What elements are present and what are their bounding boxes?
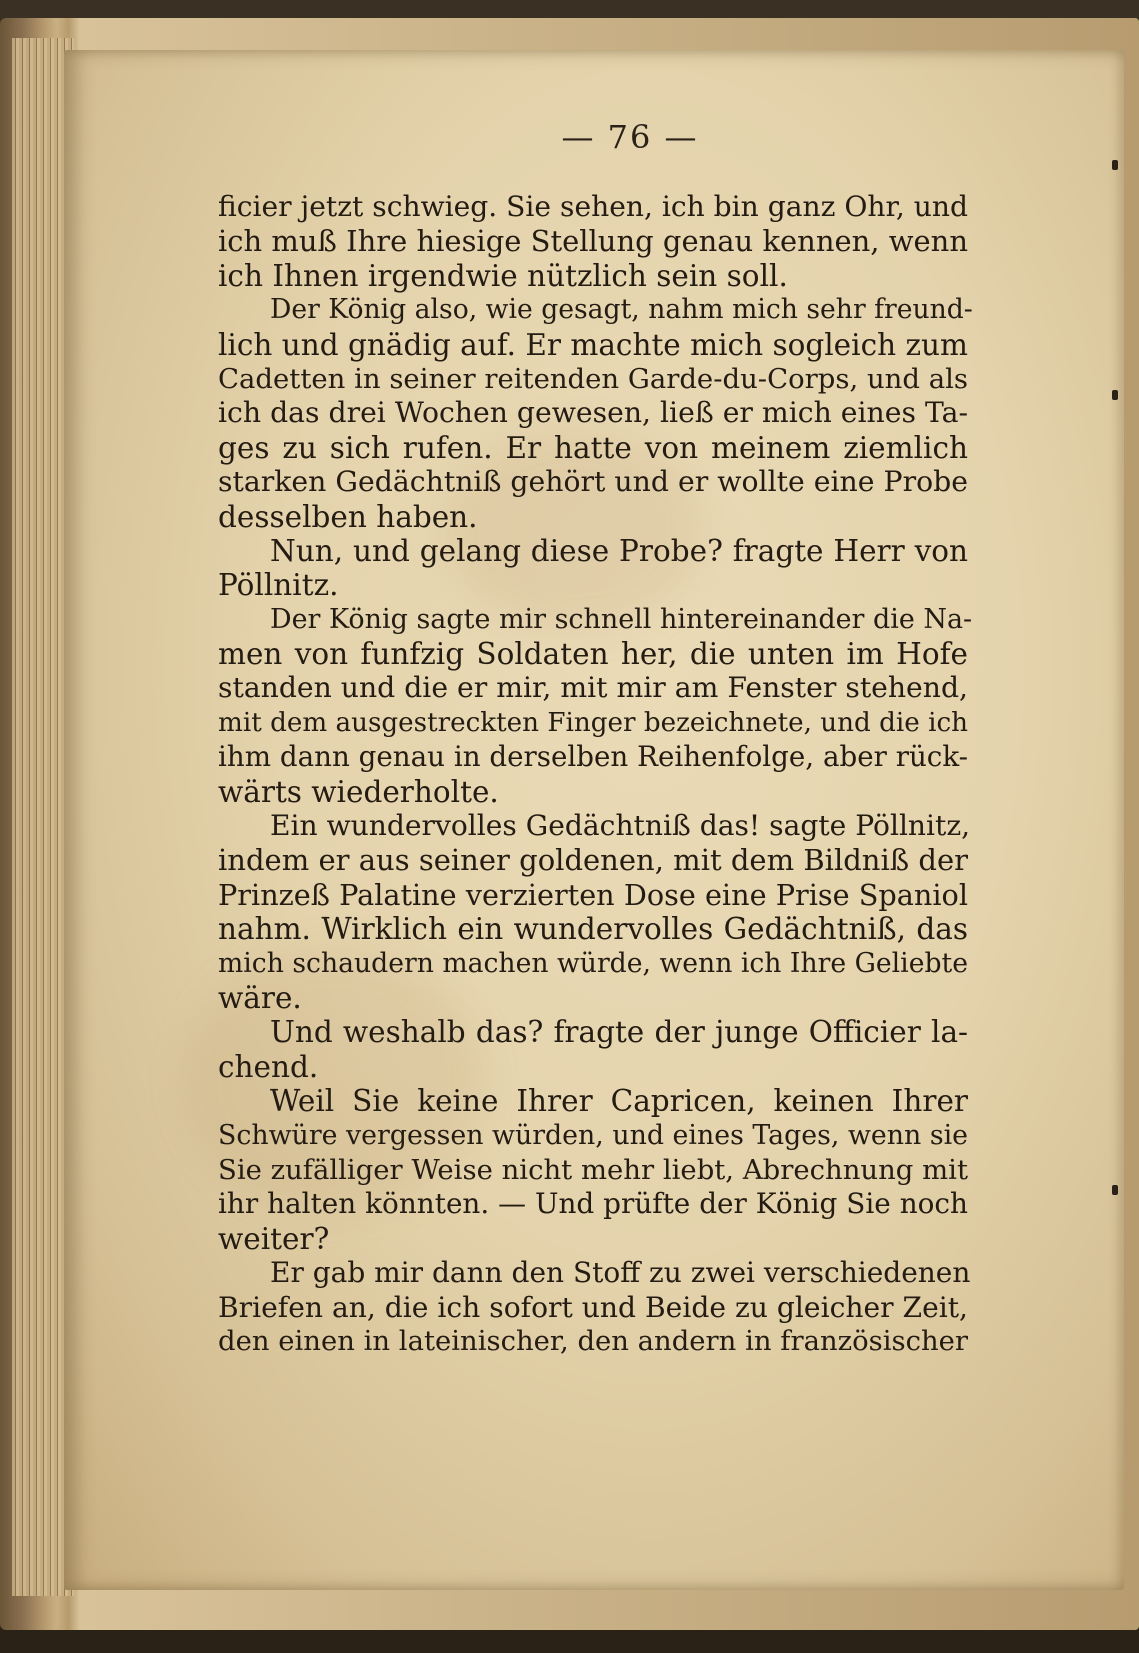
- text-line: standen und die er mir, mit mir am Fenster stehend,: [218, 671, 968, 705]
- text-line: ich das drei Wochen gewesen, ließ er mich eines Ta-: [218, 396, 968, 430]
- text-line: wäre.: [218, 980, 302, 1015]
- text-line: ich Ihnen irgendwie nützlich sein soll.: [218, 258, 788, 293]
- text-line: Nun, und gelang diese Probe? fragte Herr von: [270, 533, 968, 568]
- text-line: mit dem ausgestreckten Finger bezeichnete, und die ich: [218, 707, 968, 738]
- page-text: [218, 190, 973, 1359]
- text-line: ich muß Ihre hiesige Stellung genau kennen, wenn: [218, 224, 968, 259]
- text-line: chend.: [218, 1049, 319, 1084]
- text-line: men von funfzig Soldaten her, die unten im Hofe: [218, 637, 968, 672]
- text-line: den einen in lateinischer, den andern in französischer: [218, 1325, 968, 1357]
- text-line: Cadetten in seiner reitenden Garde-du-Corps, und als: [218, 362, 968, 395]
- page-number: — 76 —: [561, 118, 699, 156]
- binding-mark: [1112, 390, 1118, 400]
- text-line: lich und gnädig auf. Er machte mich sogleich zum: [218, 327, 968, 362]
- text-line: Schwüre vergessen würden, und eines Tages, wenn sie: [218, 1119, 968, 1151]
- text-line: indem er aus seiner goldenen, mit dem Bildniß der: [218, 843, 968, 878]
- text-line: ficier jetzt schwieg. Sie sehen, ich bin ganz Ohr, und: [218, 190, 968, 223]
- text-line: Der König sagte mir schnell hintereinander die Na-: [270, 603, 973, 635]
- binding-mark: [1112, 160, 1118, 170]
- text-line: Ein wundervolles Gedächtniß das! sagte Pöllnitz,: [270, 809, 971, 843]
- text-line: ihm dann genau in derselben Reihenfolge, aber rück-: [218, 740, 968, 774]
- text-line: ihr halten könnten. — Und prüfte der König Sie noch: [218, 1187, 968, 1221]
- text-line: Sie zufälliger Weise nicht mehr liebt, Abrechnung mit: [218, 1153, 968, 1186]
- text-line: Weil Sie keine Ihrer Capricen, keinen Ihrer: [270, 1084, 968, 1119]
- text-line: starken Gedächtniß gehört und er wollte eine Probe: [218, 465, 968, 499]
- text-line: ges zu sich rufen. Er hatte von meinem ziemlich: [218, 430, 968, 465]
- text-line: Und weshalb das? fragte der junge Officier la-: [270, 1015, 968, 1050]
- text-line: Der König also, wie gesagt, nahm mich sehr freund-: [270, 294, 973, 326]
- text-line: desselben haben.: [218, 499, 478, 534]
- text-line: Prinzeß Palatine verzierten Dose eine Prise Spaniol: [218, 877, 968, 912]
- text-line: mich schaudern machen würde, wenn ich Ihre Geliebte: [218, 947, 968, 979]
- text-line: weiter?: [218, 1221, 330, 1256]
- text-line: wärts wiederholte.: [218, 774, 499, 809]
- text-line: nahm. Wirklich ein wundervolles Gedächtniß, das: [218, 912, 968, 947]
- text-line: Pöllnitz.: [218, 568, 339, 603]
- text-line: Briefen an, die ich sofort und Beide zu gleicher Zeit,: [218, 1290, 968, 1324]
- binding-mark: [1112, 1185, 1118, 1195]
- text-line: Er gab mir dann den Stoff zu zwei verschiedenen: [270, 1256, 971, 1290]
